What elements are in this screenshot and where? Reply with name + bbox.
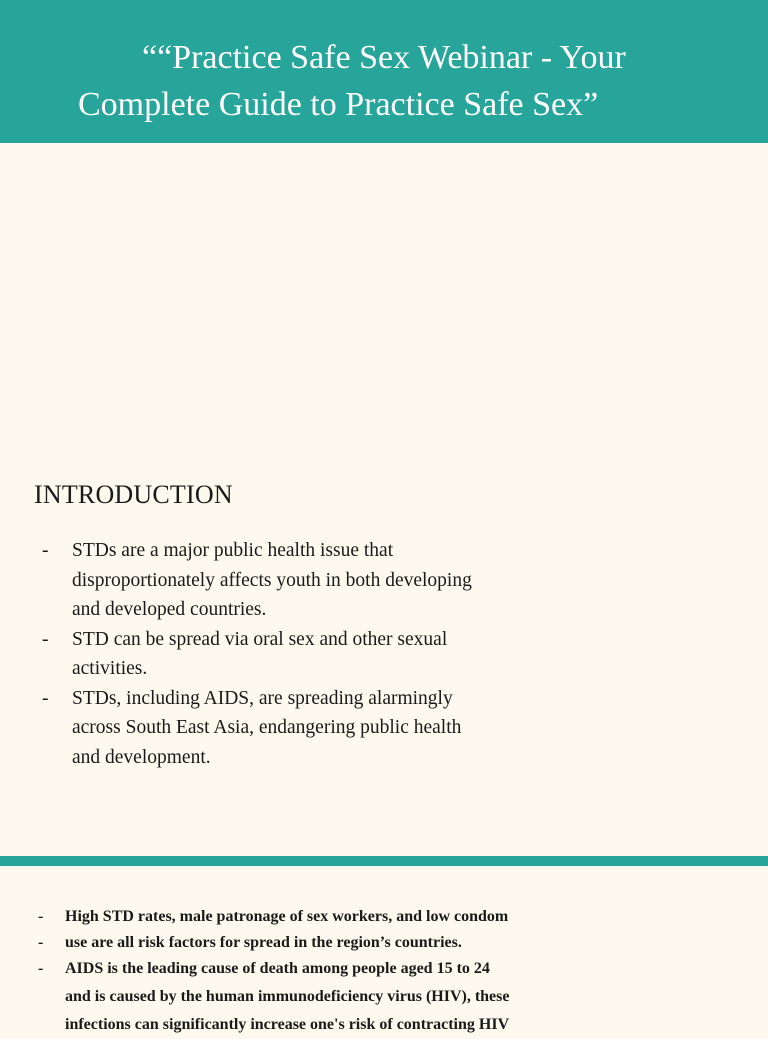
next-page-bullet-list <box>38 904 558 1039</box>
page-title-line-2: Complete Guide to Practice Safe Sex” <box>78 86 599 123</box>
introduction-bullet-list <box>42 536 542 772</box>
list-item <box>42 625 542 684</box>
page-divider <box>0 856 768 866</box>
list-item <box>38 904 558 930</box>
bullet-dash: - <box>42 628 49 650</box>
introduction-heading: INTRODUCTION <box>34 480 233 509</box>
bullet-line: across South East Asia, endangering public health <box>72 717 462 738</box>
bullet-dash: - <box>38 933 44 951</box>
bullet-line: disproportionately affects youth in both developing <box>72 569 472 591</box>
bullet-line: use are all risk factors for spread in the region’s countries. <box>65 933 462 951</box>
bullet-line: and developed countries. <box>72 599 267 620</box>
bullet-line: and is caused by the human immunodeficiency virus (HIV), these <box>65 988 510 1005</box>
bullet-line: and development. <box>72 746 211 768</box>
list-item <box>38 930 558 956</box>
bullet-line: STDs are a major public health issue that <box>72 540 394 561</box>
bullet-dash: - <box>42 687 49 709</box>
bullet-dash: - <box>38 960 44 977</box>
bullet-line: High STD rates, male patronage of sex workers, and low condom <box>65 908 509 925</box>
list-item <box>42 684 542 773</box>
bullet-dash: - <box>42 540 49 561</box>
page-title-line-1: ““Practice Safe Sex Webinar - Your <box>142 39 626 76</box>
bullet-dash: - <box>38 908 44 925</box>
bullet-line: STD can be spread via oral sex and other sexual <box>72 628 448 650</box>
list-item <box>38 955 558 1039</box>
bullet-line: infections can significantly increase one's risk of contracting HIV <box>65 1016 510 1033</box>
bullet-line: activities. <box>72 658 148 679</box>
bullet-line: STDs, including AIDS, are spreading alarmingly <box>72 687 453 709</box>
title-banner <box>0 0 768 143</box>
bullet-line: AIDS is the leading cause of death among people aged 15 to 24 <box>65 960 490 977</box>
list-item <box>42 536 542 625</box>
